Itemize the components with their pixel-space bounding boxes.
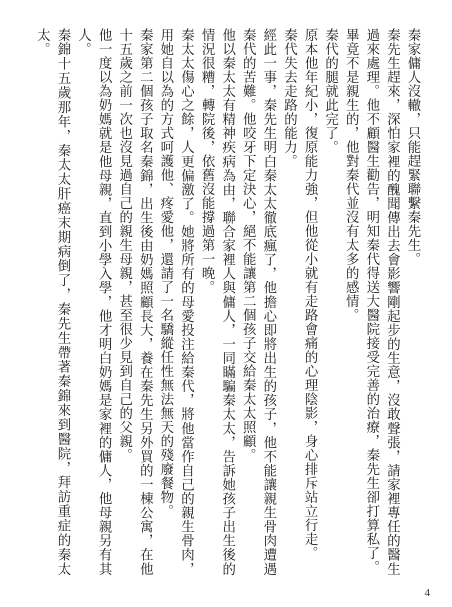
page-number: 4: [424, 587, 430, 599]
paragraph: 秦先生趕來，深怕家裡的醜聞傳出去會影響剛起步的生意，沒敢聲張，請家裡專任的醫生過來處理。他不顧醫生勸告，明知秦代得送大醫院接受完善的治療，秦先生卻打算私了。: [363, 28, 400, 576]
paragraph: 秦代失去走路的能力。: [281, 28, 297, 168]
paragraph: 秦代的腿就此完了。: [322, 28, 338, 154]
paragraph: 他以秦太太有精神疾病為由，聯合家裡人與傭人，一同瞞騙秦太太，告訴她孩子出生後的情況很糟，轉院後，依舊沒能撐過第一晚。: [199, 28, 235, 576]
vertical-text-body: [26, 28, 422, 576]
paragraph: 經此一事，秦先生明白秦太太徹底瘋了，他擔心即將出生的孩子，他不能讓親生骨肉遭遇秦代的苦難。他咬牙下定決心，絕不能讓第二個孩子交給秦太太照顧。: [240, 28, 276, 576]
paragraph: 原本他年紀小，復原能力強，但他從小就有走路會痛的心理陰影，身心排斥站立行走。: [302, 28, 318, 560]
paragraph: 他一度以為奶媽就是他母親，直到小學入學，他才明白奶媽是家裡的傭人，他母親另有其人。: [75, 28, 112, 576]
paragraph: 秦家傭人沒轍，只能趕緊聯繫秦先生。: [405, 28, 420, 266]
paragraph: 畢竟不是親生的，他對秦代並沒有太多的感情。: [343, 28, 359, 322]
paragraph: 秦家第二個孩子取名秦錦，出生後由奶媽照顧長大，養在秦先生另外買的一棟公寓，在他十五歲之前一次也沒見過自己的親生母親，甚至很少見到自己的父親。: [116, 28, 153, 576]
paragraph: 秦太太傷心之餘，人更偏激了。她將所有的母愛投注給秦代，將他當作自己的親生骨肉，用她自以為的方式呵護他、疼愛他，還請了一名驕縱任性無法無天的殘廢餐物。: [157, 28, 194, 576]
paragraph: 秦錦十五歲那年，秦太太肝癌末期病倒了，秦先生帶著秦錦來到醫院，拜訪重症的秦太太。: [34, 28, 70, 576]
